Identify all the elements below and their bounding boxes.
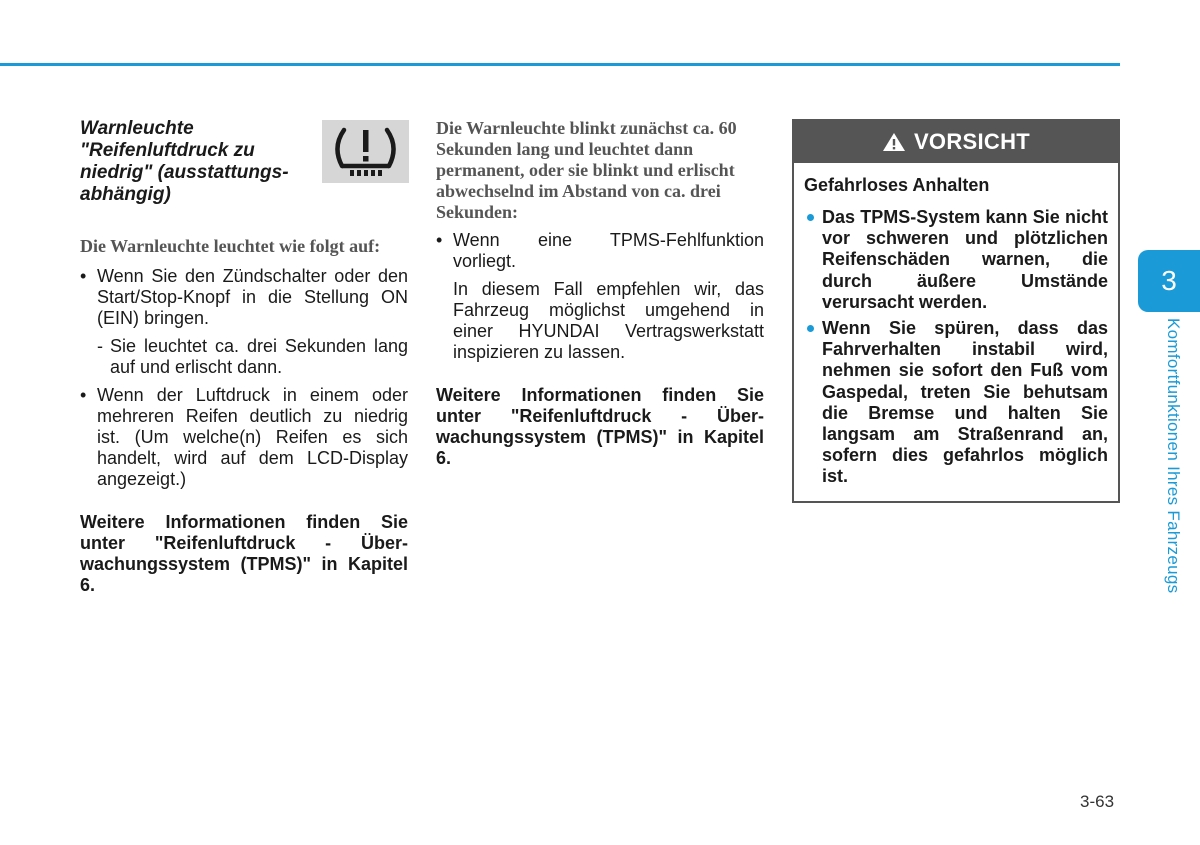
page-number: 3-63 — [1080, 792, 1115, 811]
left-intro: Die Warnleuchte leuchtet wie folgt auf: — [80, 236, 381, 256]
caution-item: Das TPMS-System kann Sie nicht vor schweren und plötzlichen Reifenschäden warnen, die durch äußere Umstände verursacht werden. — [804, 207, 1108, 313]
middle-bullet-note: In diesem Fall empfehlen wir, das Fahrzeug möglichst umgehend in einer HYUNDAI Vertragswerkstatt inspizieren zu lassen. — [453, 279, 764, 362]
caution-box — [792, 119, 1120, 503]
left-sub-item: - Sie leuchtet ca. drei Sekunden lang auf und erlischt dann. — [80, 336, 408, 378]
middle-column — [436, 118, 764, 469]
middle-bullet-1: • Wenn eine TPMS-Fehlfunktion vorliegt. — [436, 230, 764, 272]
chapter-title: Komfortfunktionen Ihres Fahrzeugs — [1164, 318, 1183, 594]
section-heading: Warnleuchte "Reifenluftdruck zu niedrig" (ausstattungs-abhängig) — [80, 118, 289, 205]
caution-subtitle: Gefahrloses Anhalten — [804, 175, 990, 195]
top-rule — [0, 63, 1120, 66]
left-bullet-1: • Wenn Sie den Zündschalter oder den Start/Stop-Knopf in die Stellung ON (EIN) bringen. — [80, 266, 408, 329]
caution-title: VORSICHT — [913, 129, 1031, 154]
left-bullet-2: • Wenn der Luftdruck in einem oder mehreren Reifen deutlich zu niedrig ist. (Um welche(n) Reifen es sich handelt, wird auf dem LCD-Display angezeigt.) — [80, 385, 408, 490]
middle-reference: Weitere Informationen finden Sie unter "Reifenluftdruck - Über-wachungssystem (TPMS)" in Kapitel 6. — [436, 385, 764, 468]
chapter-tab: 3 — [1138, 250, 1200, 312]
tpms-low-pressure-warning-icon — [322, 120, 409, 183]
warning-triangle-icon — [882, 132, 906, 152]
caution-item: Wenn Sie spüren, dass das Fahrverhalten instabil wird, nehmen sie sofort den Fuß vom Gaspedal, treten Sie behutsam die Bremse und halten Sie langsam am Straßenrand an, sofern dies gefahrlos möglich ist. — [804, 318, 1108, 488]
caution-body — [794, 163, 1118, 488]
left-reference: Weitere Informationen finden Sie unter "Reifenluftdruck - Über-wachungssystem (TPMS)" in Kapitel 6. — [80, 512, 408, 595]
caution-header — [794, 121, 1118, 163]
middle-intro: Die Warnleuchte blinkt zunächst ca. 60 Sekunden lang und leuchtet dann permanent, oder sie blinkt und erlischt abwechselnd im Abstand von ca. drei Sekunden: — [436, 118, 737, 222]
left-column — [80, 118, 408, 596]
